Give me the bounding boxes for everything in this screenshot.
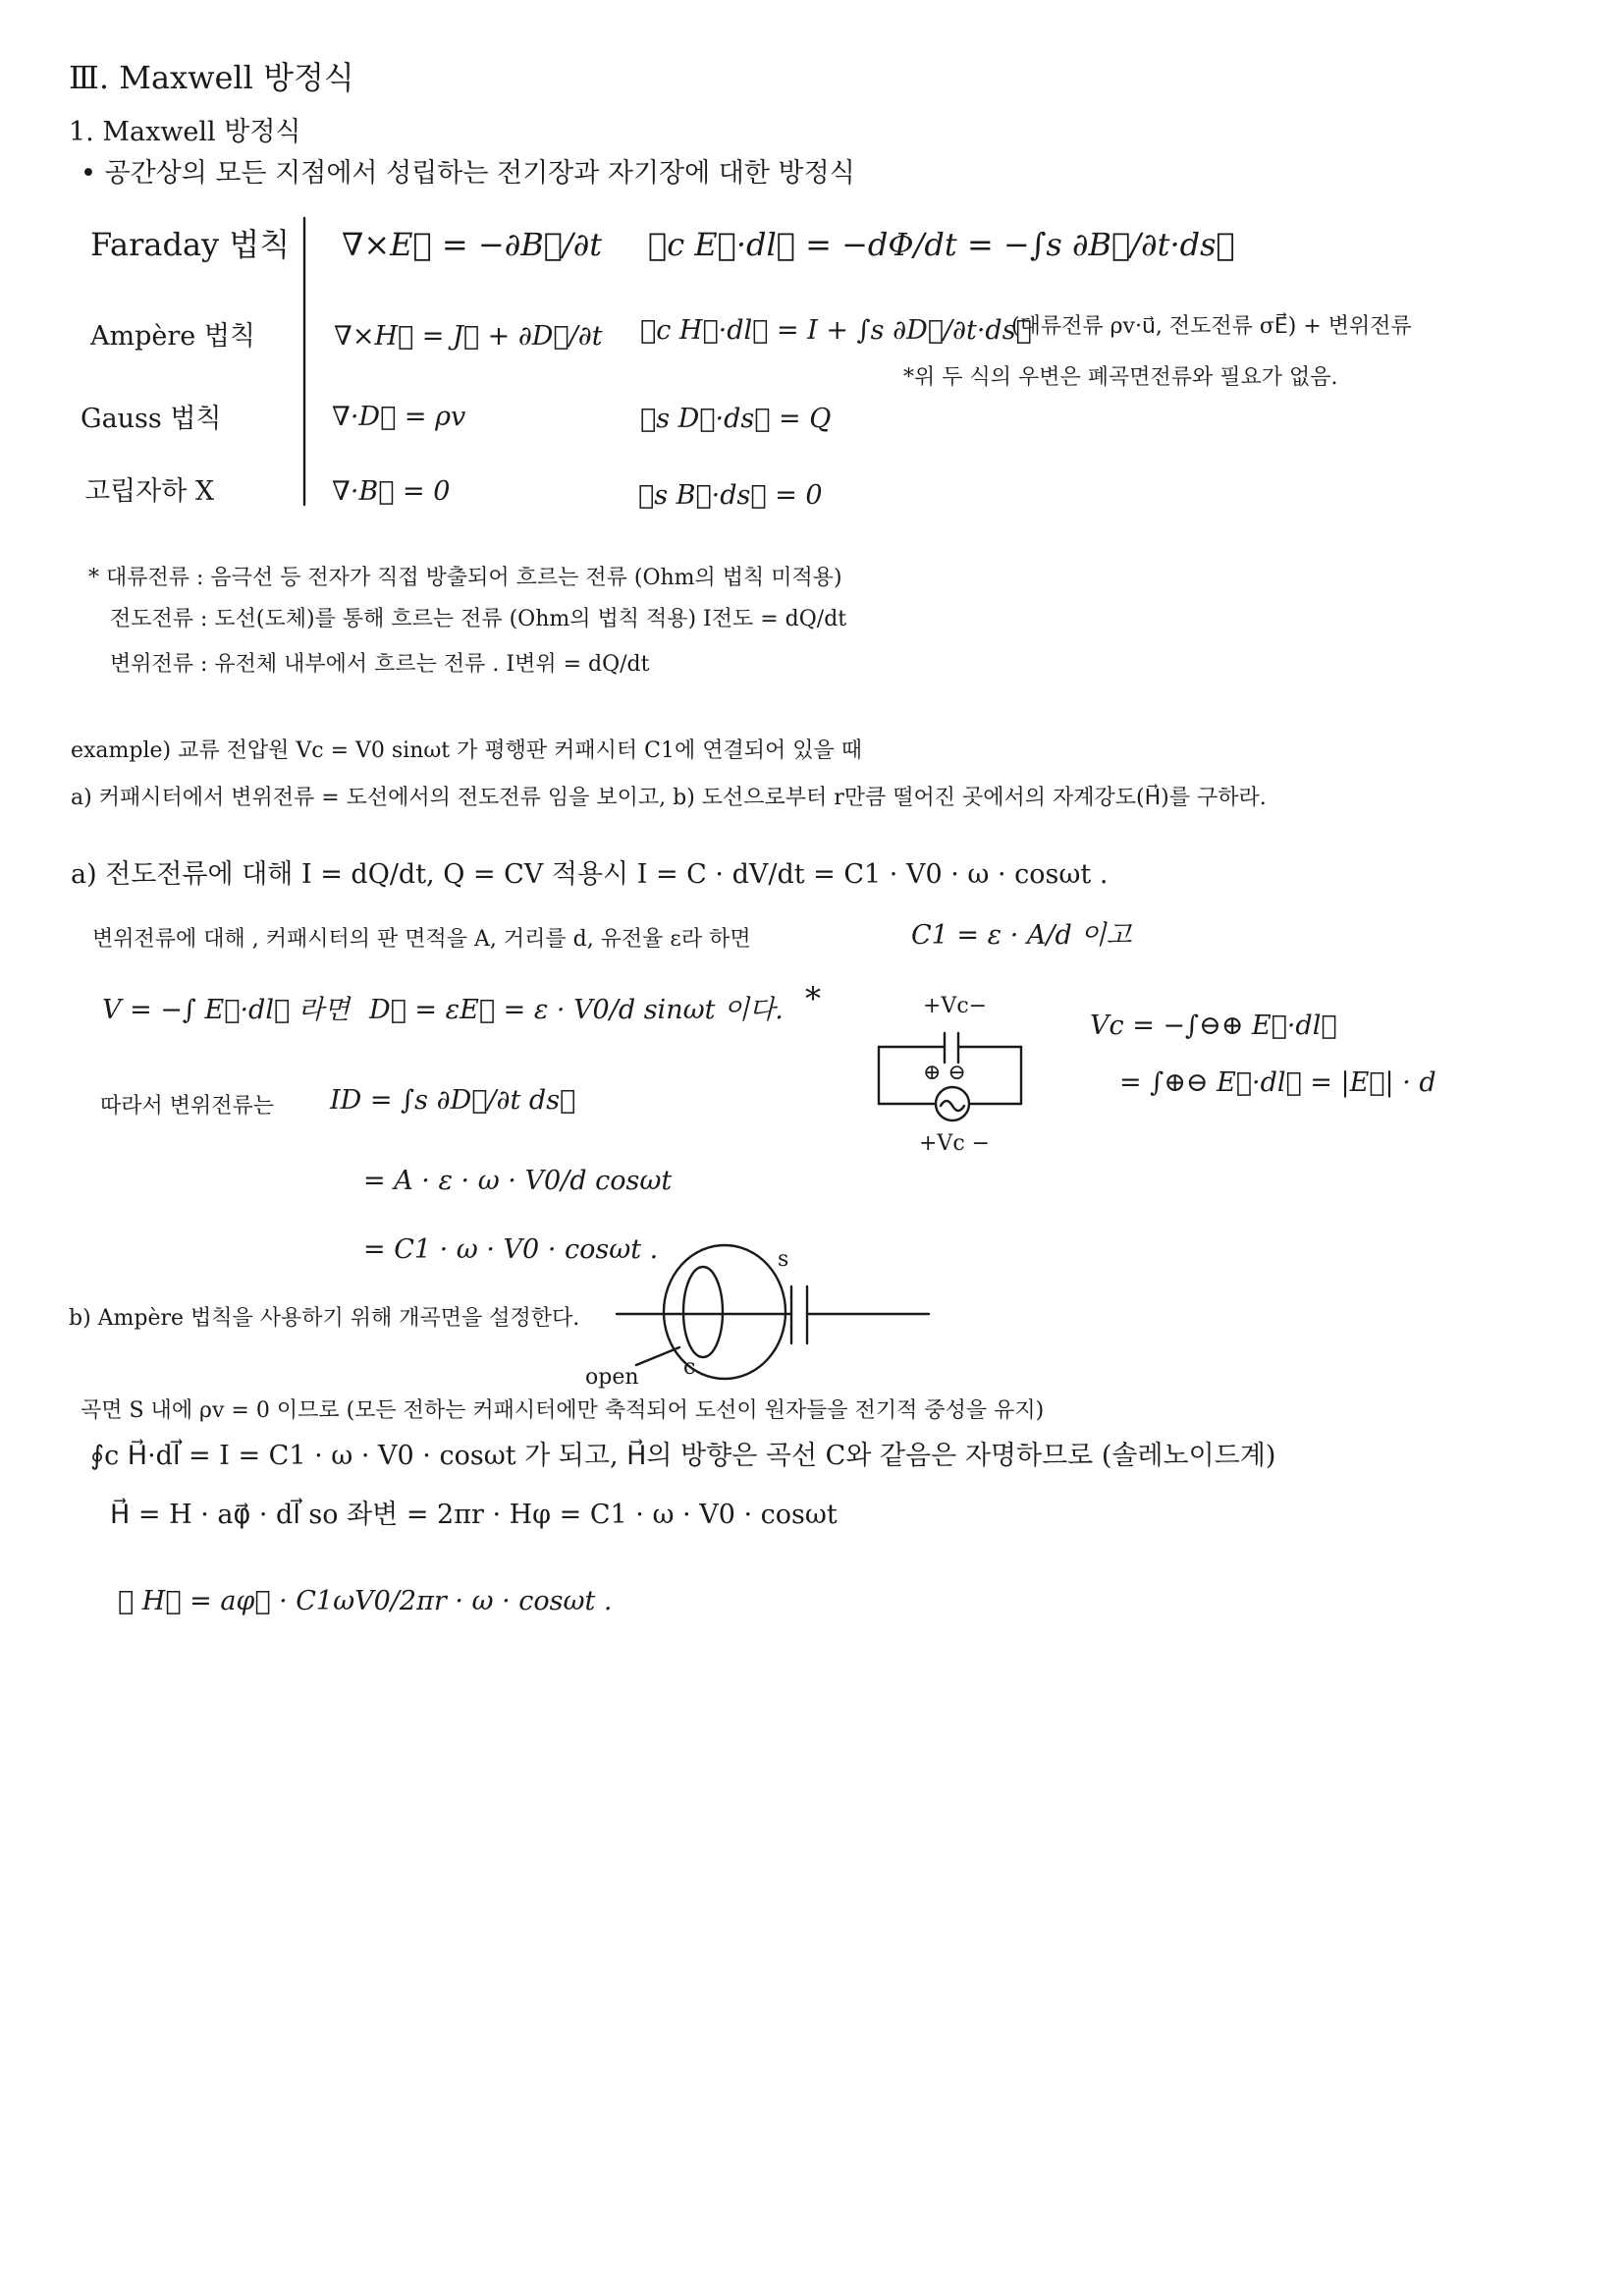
law-int-ampere: ∮c H⃗·dl⃗ = I + ∫s ∂D⃗/∂t·ds⃗: [640, 315, 1032, 346]
law-diff-monopole: ∇·B⃗ = 0: [332, 476, 451, 507]
part-a-line4: 따라서 변위전류는: [100, 1094, 275, 1119]
circuit-plus-minus: ⊕ ⊖: [923, 1061, 966, 1085]
law-int-gauss: ∮s D⃗·ds⃗ = Q: [640, 404, 832, 434]
open-surface-diagram: [617, 1245, 929, 1379]
ampere-note: (대류전류 ρv·u⃗, 전도전류 σE⃗) + 변위전류: [1011, 314, 1412, 339]
diagram-label-s: s: [778, 1247, 789, 1272]
part-b-line4: H⃗ = H · aφ⃗ · dl⃗ so 좌변 = 2πr · Hφ = C1 · ω · V0 · cosωt: [110, 1500, 838, 1530]
law-int-faraday: ∮c E⃗·dl⃗ = −dΦ/dt = −∫s ∂B⃗/∂t·ds⃗: [648, 226, 1235, 263]
part-a-line3: V = −∫ E⃗·dl⃗ 라면: [102, 995, 350, 1025]
side-note-eq1: Vc = −∫⊖⊕ E⃗·dl⃗: [1090, 1011, 1337, 1041]
law-name-faraday: Faraday 법칙: [90, 226, 291, 263]
law-name-gauss: Gauss 법칙: [81, 404, 222, 434]
def-convection: * 대류전류 : 음극선 등 전자가 직접 방출되어 흐르는 전류 (Ohm의 법칙 미적용): [88, 566, 842, 590]
law-diff-ampere: ∇×H⃗ = J⃗ + ∂D⃗/∂t: [334, 321, 603, 352]
law-diff-faraday: ∇×E⃗ = −∂B⃗/∂t: [342, 226, 603, 263]
capacitor-circuit-diagram: [879, 1033, 1021, 1121]
diagram-label-c: c: [683, 1355, 696, 1380]
part-a-line6: = C1 · ω · V0 · cosωt .: [363, 1234, 659, 1265]
law-name-ampere: Ampère 법칙: [90, 321, 255, 352]
intro-text: • 공간상의 모든 지점에서 성립하는 전기장과 자기장에 대한 방정식: [81, 158, 855, 189]
law-name-monopole: 고립자하 X: [84, 476, 215, 507]
chapter-title: Ⅲ. Maxwell 방정식: [69, 59, 354, 96]
part-a-line5: = A · ε · ω · V0/d cosωt: [363, 1166, 673, 1196]
part-b-line1: b) Ampère 법칙을 사용하기 위해 개곡면을 설정한다.: [69, 1306, 580, 1331]
side-note-eq2: = ∫⊕⊖ E⃗·dl⃗ = |E⃗| · d: [1119, 1067, 1436, 1098]
diagram-label-open: open: [585, 1365, 639, 1390]
part-a-line3b: D⃗ = εE⃗ = ε · V0/d sinωt 이다.: [369, 995, 784, 1025]
part-b-line3: ∮c H⃗·dl⃗ = I = C1 · ω · V0 · cosωt 가 되고, H⃗의 방향은 곡선 C와 같음은 자명하므로 (솔레노이드계): [90, 1441, 1276, 1471]
part-a-capacitance: C1 = ε · A/d 이고: [911, 920, 1132, 951]
law-diff-gauss: ∇·D⃗ = ρv: [332, 402, 466, 432]
law-int-monopole: ∮s B⃗·ds⃗ = 0: [638, 480, 823, 511]
side-note-star: *: [805, 980, 821, 1017]
part-b-line5: ∴ H⃗ = aφ⃗ · C1ωV0/2πr · ω · cosωt .: [118, 1586, 613, 1616]
section-title: 1. Maxwell 방정식: [69, 117, 301, 147]
part-a-line2: 변위전류에 대해 , 커패시터의 판 면적을 A, 거리를 d, 유전율 ε라 하면: [92, 927, 751, 952]
part-a-line4b: ID = ∫s ∂D⃗/∂t ds⃗: [330, 1085, 576, 1116]
circuit-top-label: +Vc−: [923, 994, 988, 1018]
def-conduction: 전도전류 : 도선(도체)를 통해 흐르는 전류 (Ohm의 법칙 적용) I전도 = dQ/dt: [110, 607, 847, 631]
example-question: a) 커패시터에서 변위전류 = 도선에서의 전도전류 임을 보이고, b) 도선으로부터 r만큼 떨어진 곳에서의 자계강도(H⃗)를 구하라.: [71, 786, 1267, 810]
ampere-subnote: *위 두 식의 우변은 폐곡면전류와 필요가 없음.: [903, 365, 1338, 390]
example-statement: example) 교류 전압원 Vc = V0 sinωt 가 평행판 커패시터 C1에 연결되어 있을 때: [71, 738, 862, 763]
def-displacement: 변위전류 : 유전체 내부에서 흐르는 전류 . I변위 = dQ/dt: [110, 652, 650, 677]
part-a-line1: a) 전도전류에 대해 I = dQ/dt, Q = CV 적용시 I = C · dV/dt = C1 · V0 · ω · cosωt .: [71, 859, 1109, 890]
part-b-line2: 곡면 S 내에 ρv = 0 이므로 (모든 전하는 커패시터에만 축적되어 도선이 원자들을 전기적 중성을 유지): [81, 1398, 1045, 1423]
circuit-bottom-label: +Vc −: [919, 1131, 991, 1156]
